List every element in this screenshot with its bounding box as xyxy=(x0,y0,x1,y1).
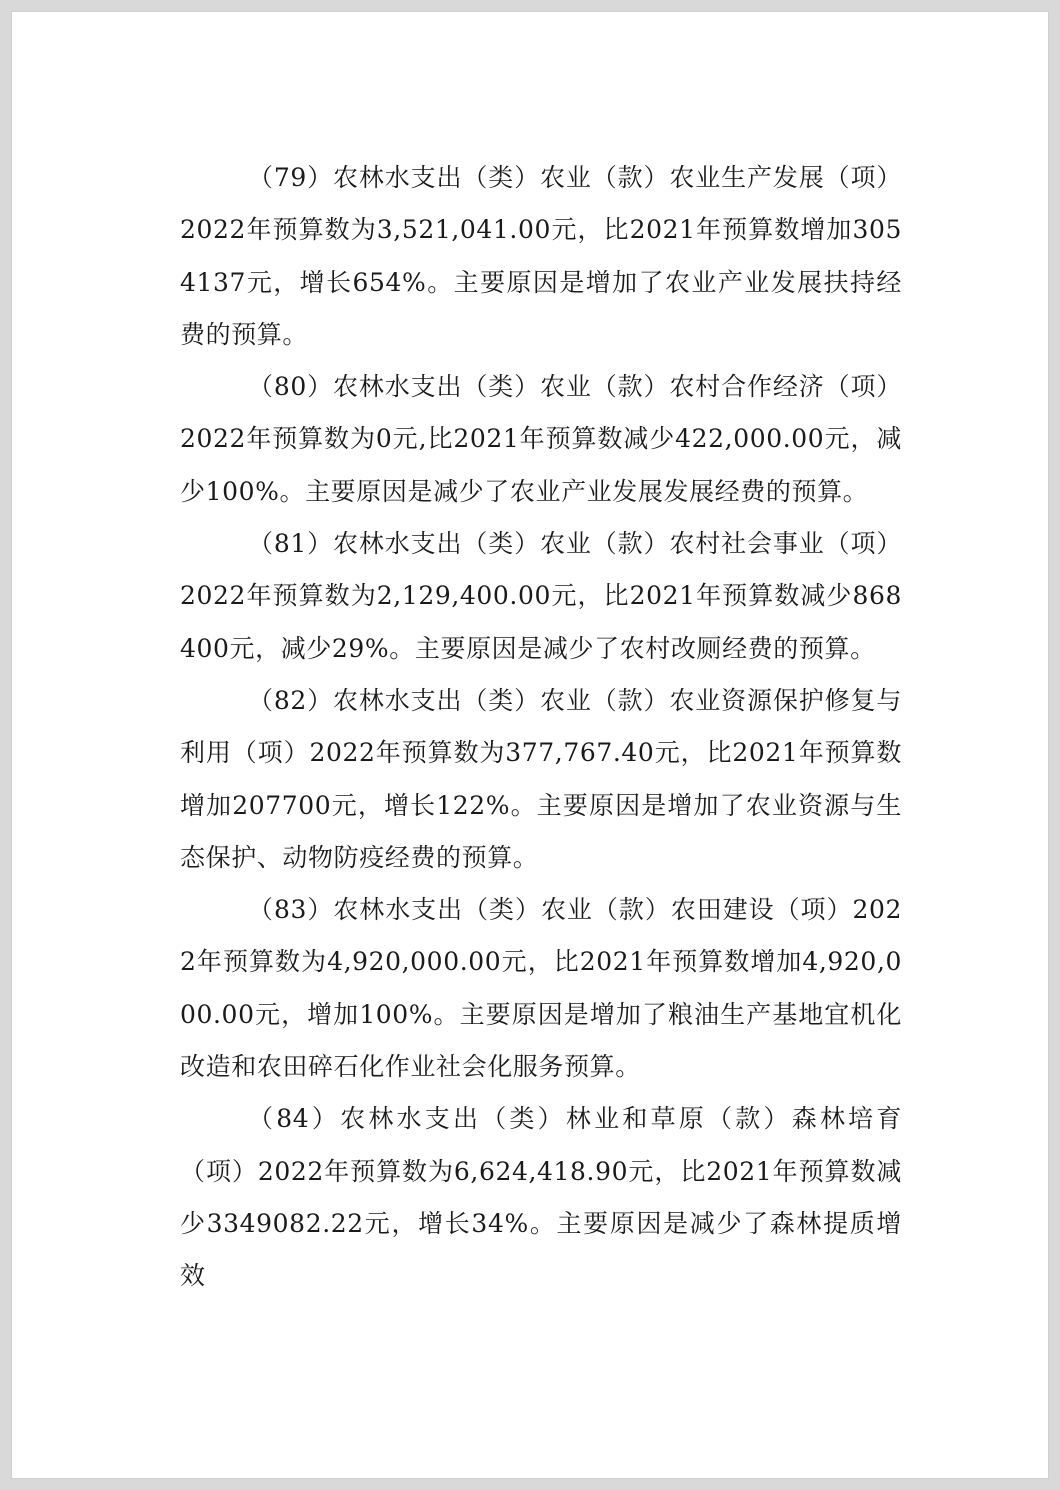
paragraph-84: （84）农林水支出（类）林业和草原（款）森林培育（项）2022年预算数为6,624,418.90元，比2021年预算数减少3349082.22元，增长34%。主要原因是减少了森林提质增效 xyxy=(180,1104,902,1291)
document-page xyxy=(12,12,1048,1478)
document-body xyxy=(180,152,902,1303)
paragraph-83: （83）农林水支出（类）农业（款）农田建设（项）2022年预算数为4,920,000.00元，比2021年预算数增加4,920,000.00元，增加100%。主要原因是增加了粮油生产基地宜机化改造和农田碎石化作业社会化服务预算。 xyxy=(180,895,902,1082)
paragraph-81: （81）农林水支出（类）农业（款）农村社会事业（项）2022年预算数为2,129,400.00元，比2021年预算数减少868400元，减少29%。主要原因是减少了农村改厕经费的预算。 xyxy=(180,529,902,663)
paragraph-80: （80）农林水支出（类）农业（款）农村合作经济（项）2022年预算数为0元,比2021年预算数减少422,000.00元，减少100%。主要原因是减少了农业产业发展发展经费的预算。 xyxy=(180,372,902,506)
paragraph-79: （79）农林水支出（类）农业（款）农业生产发展（项）2022年预算数为3,521,041.00元，比2021年预算数增加3054137元，增长654%。主要原因是增加了农业产业发展扶持经费的预算。 xyxy=(180,163,902,349)
paragraph-82: （82）农林水支出（类）农业（款）农业资源保护修复与利用（项）2022年预算数为377,767.40元，比2021年预算数增加207700元，增长122%。主要原因是增加了农业资源与生态保护、动物防疫经费的预算。 xyxy=(180,685,902,872)
